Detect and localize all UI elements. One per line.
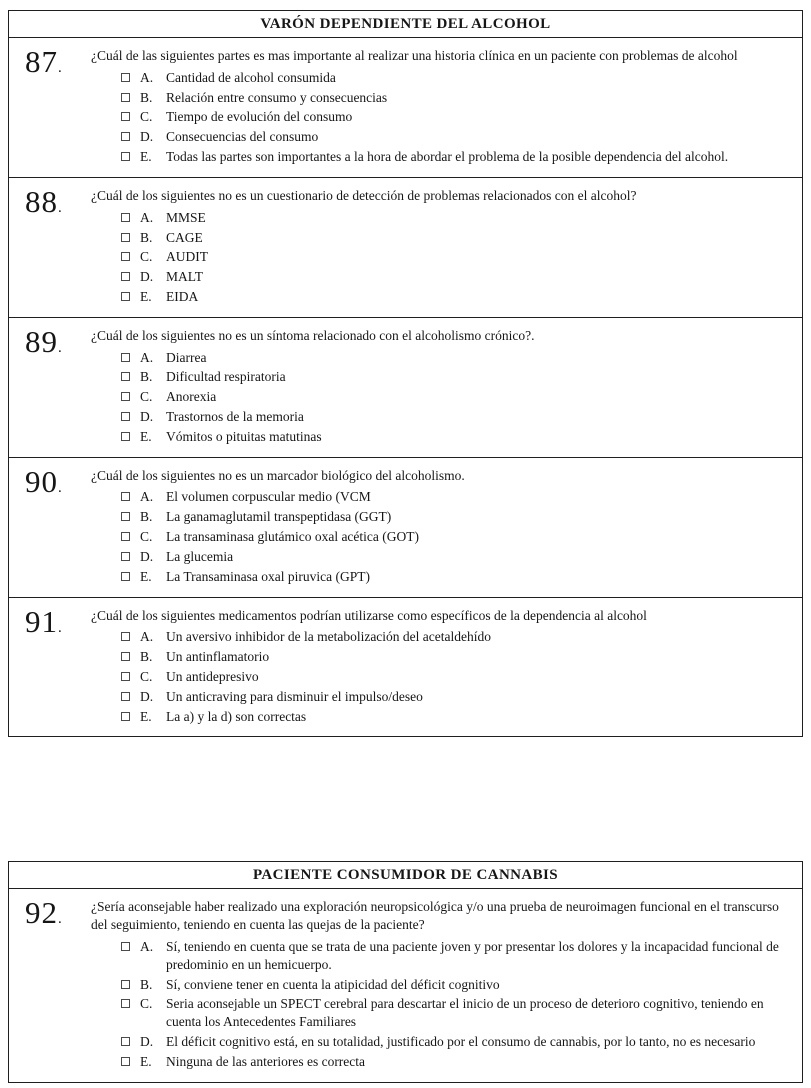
checkbox-icon[interactable] bbox=[121, 412, 130, 421]
option-letter: C. bbox=[140, 668, 153, 684]
question-text: ¿Cuál de las siguientes partes es mas importante al realizar una historia clínica en un paciente con problemas de alcohol bbox=[91, 48, 738, 63]
option-text: Seria aconsejable un SPECT cerebral para descartar el inicio de un proceso de deterioro cognitivo, teniendo en cuenta los Antecedentes Familiares bbox=[166, 996, 764, 1030]
option-text: Tiempo de evolución del consumo bbox=[166, 109, 353, 125]
option-letter: B. bbox=[140, 229, 153, 245]
checkbox-icon[interactable] bbox=[121, 1037, 130, 1046]
answer-option bbox=[121, 248, 790, 266]
answer-option bbox=[121, 976, 790, 994]
answer-option bbox=[121, 548, 790, 566]
answer-option bbox=[121, 408, 790, 426]
question-number-suffix: . bbox=[58, 911, 62, 928]
answer-option bbox=[121, 528, 790, 546]
checkbox-icon[interactable] bbox=[121, 980, 130, 989]
answer-option bbox=[121, 89, 790, 107]
question-number-value: 87 bbox=[25, 44, 58, 79]
question-item bbox=[9, 38, 802, 177]
answer-option bbox=[121, 568, 790, 586]
option-letter: E. bbox=[140, 428, 152, 444]
question-number bbox=[25, 464, 91, 588]
option-letter: D. bbox=[140, 688, 154, 704]
option-text: La glucemia bbox=[166, 548, 234, 564]
checkbox-icon[interactable] bbox=[121, 252, 130, 261]
option-letter: C. bbox=[140, 529, 153, 545]
option-letter: D. bbox=[140, 548, 154, 564]
answer-option bbox=[121, 128, 790, 146]
checkbox-icon[interactable] bbox=[121, 272, 130, 281]
option-text: MALT bbox=[166, 269, 204, 285]
option-letter: A. bbox=[140, 939, 154, 954]
option-text: AUDIT bbox=[166, 249, 208, 265]
answer-option bbox=[121, 1053, 790, 1071]
answer-option bbox=[121, 388, 790, 406]
questions-list-alcohol bbox=[9, 38, 802, 736]
option-text: Anorexia bbox=[166, 389, 217, 405]
option-letter: B. bbox=[140, 649, 153, 665]
option-letter: D. bbox=[140, 129, 154, 145]
option-letter: E. bbox=[140, 708, 152, 724]
question-number bbox=[25, 44, 91, 168]
checkbox-icon[interactable] bbox=[121, 692, 130, 701]
checkbox-icon[interactable] bbox=[121, 532, 130, 541]
answer-option bbox=[121, 349, 790, 367]
option-letter: E. bbox=[140, 149, 152, 165]
question-number-value: 89 bbox=[25, 323, 58, 359]
question-item bbox=[9, 177, 802, 317]
answer-option bbox=[121, 69, 790, 87]
option-letter: B. bbox=[140, 369, 153, 385]
question-number bbox=[25, 184, 91, 308]
question-item bbox=[9, 889, 802, 1081]
option-letter: C. bbox=[140, 109, 153, 125]
answer-option bbox=[121, 108, 790, 126]
questionnaire-page bbox=[0, 10, 811, 1088]
question-number-suffix: . bbox=[58, 60, 62, 76]
section-cannabis bbox=[8, 861, 803, 1082]
answer-option bbox=[121, 648, 790, 666]
question-text: ¿Cuál de los siguientes no es un síntoma relacionado con el alcoholismo crónico?. bbox=[91, 327, 535, 343]
checkbox-icon[interactable] bbox=[121, 432, 130, 441]
answer-option bbox=[121, 229, 790, 247]
option-letter: E. bbox=[140, 288, 152, 304]
answer-option bbox=[121, 708, 790, 726]
answer-option bbox=[121, 995, 790, 1031]
question-number-value: 90 bbox=[25, 463, 58, 499]
question-number-suffix: . bbox=[58, 339, 62, 356]
checkbox-icon[interactable] bbox=[121, 152, 130, 161]
option-text: Ninguna de las anteriores es correcta bbox=[166, 1053, 366, 1069]
question-number-value: 91 bbox=[25, 603, 58, 639]
option-text: La Transaminasa oxal piruvica (GPT) bbox=[166, 568, 370, 584]
answer-option bbox=[121, 209, 790, 227]
answer-option bbox=[121, 508, 790, 526]
option-text: MMSE bbox=[166, 209, 206, 225]
option-letter: D. bbox=[140, 1034, 154, 1050]
question-number-value: 92 bbox=[25, 895, 58, 931]
question-number bbox=[25, 895, 91, 1072]
checkbox-icon[interactable] bbox=[121, 112, 130, 121]
checkbox-icon[interactable] bbox=[121, 632, 130, 641]
checkbox-icon[interactable] bbox=[121, 93, 130, 102]
answer-option bbox=[121, 938, 790, 974]
checkbox-icon[interactable] bbox=[121, 372, 130, 381]
section-title-alcohol: VARÓN DEPENDIENTE DEL ALCOHOL bbox=[9, 11, 802, 38]
option-text: CAGE bbox=[166, 229, 203, 245]
option-text: Relación entre consumo y consecuencias bbox=[166, 89, 388, 105]
question-item bbox=[9, 457, 802, 597]
question-text: ¿Cuál de los siguientes medicamentos podrían utilizarse como específicos de la dependencia al alcohol bbox=[91, 607, 647, 623]
checkbox-icon[interactable] bbox=[121, 73, 130, 82]
option-text: Cantidad de alcohol consumida bbox=[166, 69, 336, 85]
question-item bbox=[9, 317, 802, 457]
checkbox-icon[interactable] bbox=[121, 233, 130, 242]
option-text: Diarrea bbox=[166, 349, 207, 365]
question-text: ¿Cuál de los siguientes no es un cuestionario de detección de problemas relacionados con el alcohol? bbox=[91, 187, 637, 203]
option-text: Dificultad respiratoria bbox=[166, 369, 286, 385]
option-letter: A. bbox=[140, 69, 154, 85]
checkbox-icon[interactable] bbox=[121, 712, 130, 721]
answer-option bbox=[121, 1033, 790, 1051]
checkbox-icon[interactable] bbox=[121, 652, 130, 661]
question-body bbox=[91, 604, 790, 728]
option-letter: C. bbox=[140, 249, 153, 265]
option-letter: C. bbox=[140, 996, 153, 1012]
option-letter: A. bbox=[140, 349, 154, 365]
checkbox-icon[interactable] bbox=[121, 572, 130, 581]
option-text: Un aversivo inhibidor de la metabolización del acetaldehído bbox=[166, 629, 492, 645]
answer-option bbox=[121, 428, 790, 446]
option-text: El déficit cognitivo está, en su totalidad, justificado por el consumo de cannabis, por lo tanto, no es necesario bbox=[166, 1034, 756, 1050]
answer-option bbox=[121, 628, 790, 646]
section-alcohol bbox=[8, 10, 803, 737]
checkbox-icon[interactable] bbox=[121, 552, 130, 561]
checkbox-icon[interactable] bbox=[121, 942, 130, 951]
question-number-suffix: . bbox=[58, 619, 62, 636]
option-text: Un antinflamatorio bbox=[166, 649, 270, 665]
checkbox-icon[interactable] bbox=[121, 292, 130, 301]
option-text: Sí, conviene tener en cuenta la atipicidad del déficit cognitivo bbox=[166, 976, 500, 992]
answer-option bbox=[121, 668, 790, 686]
section-title-cannabis: PACIENTE CONSUMIDOR DE CANNABIS bbox=[9, 862, 802, 889]
question-body bbox=[91, 44, 790, 168]
answer-option bbox=[121, 488, 790, 506]
checkbox-icon[interactable] bbox=[121, 132, 130, 141]
option-letter: A. bbox=[140, 209, 154, 225]
option-text: Todas las partes son importantes a la hora de abordar el problema de la posible dependencia del alcohol. bbox=[166, 149, 729, 165]
question-body bbox=[91, 184, 790, 308]
question-item bbox=[9, 597, 802, 737]
question-number bbox=[25, 324, 91, 448]
option-text: El volumen corpuscular medio (VCM bbox=[166, 489, 371, 505]
question-number-value: 88 bbox=[25, 183, 58, 219]
answer-option bbox=[121, 268, 790, 286]
option-letter: C. bbox=[140, 389, 153, 405]
option-text: La a) y la d) son correctas bbox=[166, 708, 307, 724]
question-body bbox=[91, 464, 790, 588]
checkbox-icon[interactable] bbox=[121, 672, 130, 681]
question-text: ¿Cuál de los siguientes no es un marcador biológico del alcoholismo. bbox=[91, 467, 465, 483]
question-body bbox=[91, 324, 790, 448]
option-letter: E. bbox=[140, 568, 152, 584]
option-letter: A. bbox=[140, 489, 154, 505]
option-text: La ganamaglutamil transpeptidasa (GGT) bbox=[166, 509, 392, 525]
question-number bbox=[25, 604, 91, 728]
answer-option bbox=[121, 368, 790, 386]
question-body bbox=[91, 895, 790, 1072]
option-text: Consecuencias del consumo bbox=[166, 129, 319, 145]
option-letter: A. bbox=[140, 629, 154, 645]
checkbox-icon[interactable] bbox=[121, 353, 130, 362]
option-letter: D. bbox=[140, 409, 154, 424]
option-text: Un anticraving para disminuir el impulso/deseo bbox=[166, 688, 423, 704]
checkbox-icon[interactable] bbox=[121, 213, 130, 222]
answer-option bbox=[121, 288, 790, 306]
checkbox-icon[interactable] bbox=[121, 512, 130, 521]
option-text: Trastornos de la memoria bbox=[166, 409, 304, 424]
option-letter: D. bbox=[140, 269, 154, 285]
question-text: ¿Sería aconsejable haber realizado una exploración neuropsicológica y/o una prueba de neuroimagen funcional en el transcurso del seguimiento, teniendo en cuenta las quejas de la paciente? bbox=[91, 899, 779, 933]
option-letter: E. bbox=[140, 1053, 152, 1069]
answer-option bbox=[121, 148, 790, 166]
option-text: EIDA bbox=[166, 288, 199, 304]
question-number-suffix: . bbox=[58, 199, 62, 216]
questions-list-cannabis bbox=[9, 889, 802, 1081]
option-letter: B. bbox=[140, 976, 153, 992]
answer-option bbox=[121, 688, 790, 706]
question-number-suffix: . bbox=[58, 479, 62, 496]
option-text: Sí, teniendo en cuenta que se trata de una paciente joven y por presentar los dolores y la incapacidad funcional de predominio en un hemicuerpo. bbox=[166, 939, 779, 972]
checkbox-icon[interactable] bbox=[121, 492, 130, 501]
option-text: Vómitos o pituitas matutinas bbox=[166, 428, 322, 444]
option-letter: B. bbox=[140, 509, 153, 525]
checkbox-icon[interactable] bbox=[121, 1057, 130, 1066]
option-text: La transaminasa glutámico oxal acética (GOT) bbox=[166, 529, 420, 545]
option-letter: B. bbox=[140, 89, 153, 105]
checkbox-icon[interactable] bbox=[121, 392, 130, 401]
option-text: Un antidepresivo bbox=[166, 668, 259, 684]
checkbox-icon[interactable] bbox=[121, 999, 130, 1008]
